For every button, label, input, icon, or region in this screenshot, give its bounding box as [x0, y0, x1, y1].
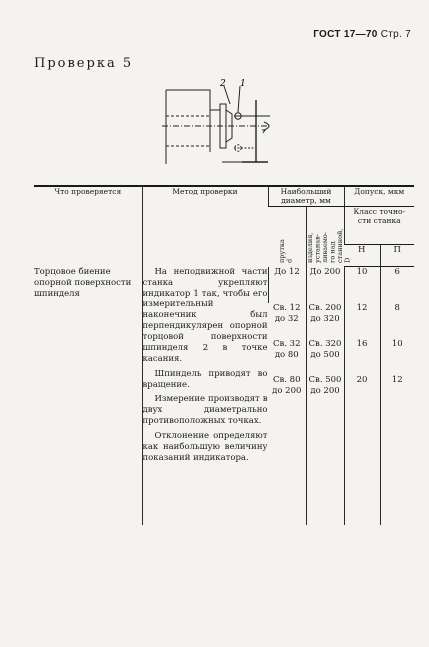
- header-what: Что проверяется: [34, 186, 142, 267]
- cell-D: Св. 200 до 320: [306, 303, 344, 339]
- page-number: Стр. 7: [380, 29, 411, 40]
- standard-number: ГОСТ 17—70: [313, 29, 378, 40]
- header-diameter: Наибольший диаметр, мм: [268, 186, 344, 206]
- cell-d: Св. 12 до 32: [272, 303, 301, 324]
- page-header: [313, 29, 411, 40]
- header-d2-cell: [305, 206, 351, 267]
- inspection-table: [34, 185, 414, 525]
- cell-p: 10: [380, 339, 414, 375]
- method-text: [142, 267, 268, 526]
- cell-p: 12: [380, 375, 414, 525]
- method-step: Шпиндель приводят во вращение.: [142, 368, 268, 390]
- method-step: На неподвижной части станка укрепляют индикатор 1 так, чтобы его измерительный наконечник был перпендикулярен опорной торцовой поверхности шпинделя 2 в точке касания.: [142, 266, 268, 364]
- header-class: Класс точно- сти станка: [344, 206, 414, 244]
- what-checked: Торцовое биение опорной поверхности шпинделя: [34, 266, 132, 299]
- cell-d: До 12: [268, 267, 306, 304]
- header-tolerance: Допуск, мкм: [344, 186, 414, 206]
- cell-d: Св. 32 до 80: [272, 339, 301, 360]
- label-indicator: 1: [240, 79, 246, 89]
- header-method: Метод проверки: [142, 186, 268, 267]
- cell-D: До 200: [306, 267, 344, 304]
- cell-n: 12: [344, 303, 380, 339]
- header-d1-cell: [268, 206, 306, 267]
- header-d1: прутка d: [278, 238, 294, 263]
- label-spindle: 2: [220, 79, 226, 89]
- section-title: Проверка 5: [34, 56, 134, 71]
- cell-D: Св. 320 до 500: [306, 339, 344, 375]
- method-step: Отклонение определяют как наибольшую величину показаний индикатора.: [142, 431, 268, 463]
- cell-D: Св. 500 до 200: [306, 375, 344, 525]
- cell-n: 16: [344, 339, 380, 375]
- header-d2: изделия, устанав- ливаемо- го над станиной, D: [305, 228, 351, 263]
- cell-n: 20: [344, 375, 380, 525]
- spindle-diagram: [158, 76, 288, 168]
- cell-d: Св. 80 до 200: [272, 375, 302, 396]
- cell-n: 10: [344, 267, 380, 304]
- header-n: Н: [344, 245, 380, 267]
- cell-p: 8: [380, 303, 414, 339]
- header-p: П: [380, 245, 414, 267]
- method-step: Измерение производят в двух диаметрально противоположных точках.: [142, 394, 268, 427]
- cell-p: 6: [380, 267, 414, 304]
